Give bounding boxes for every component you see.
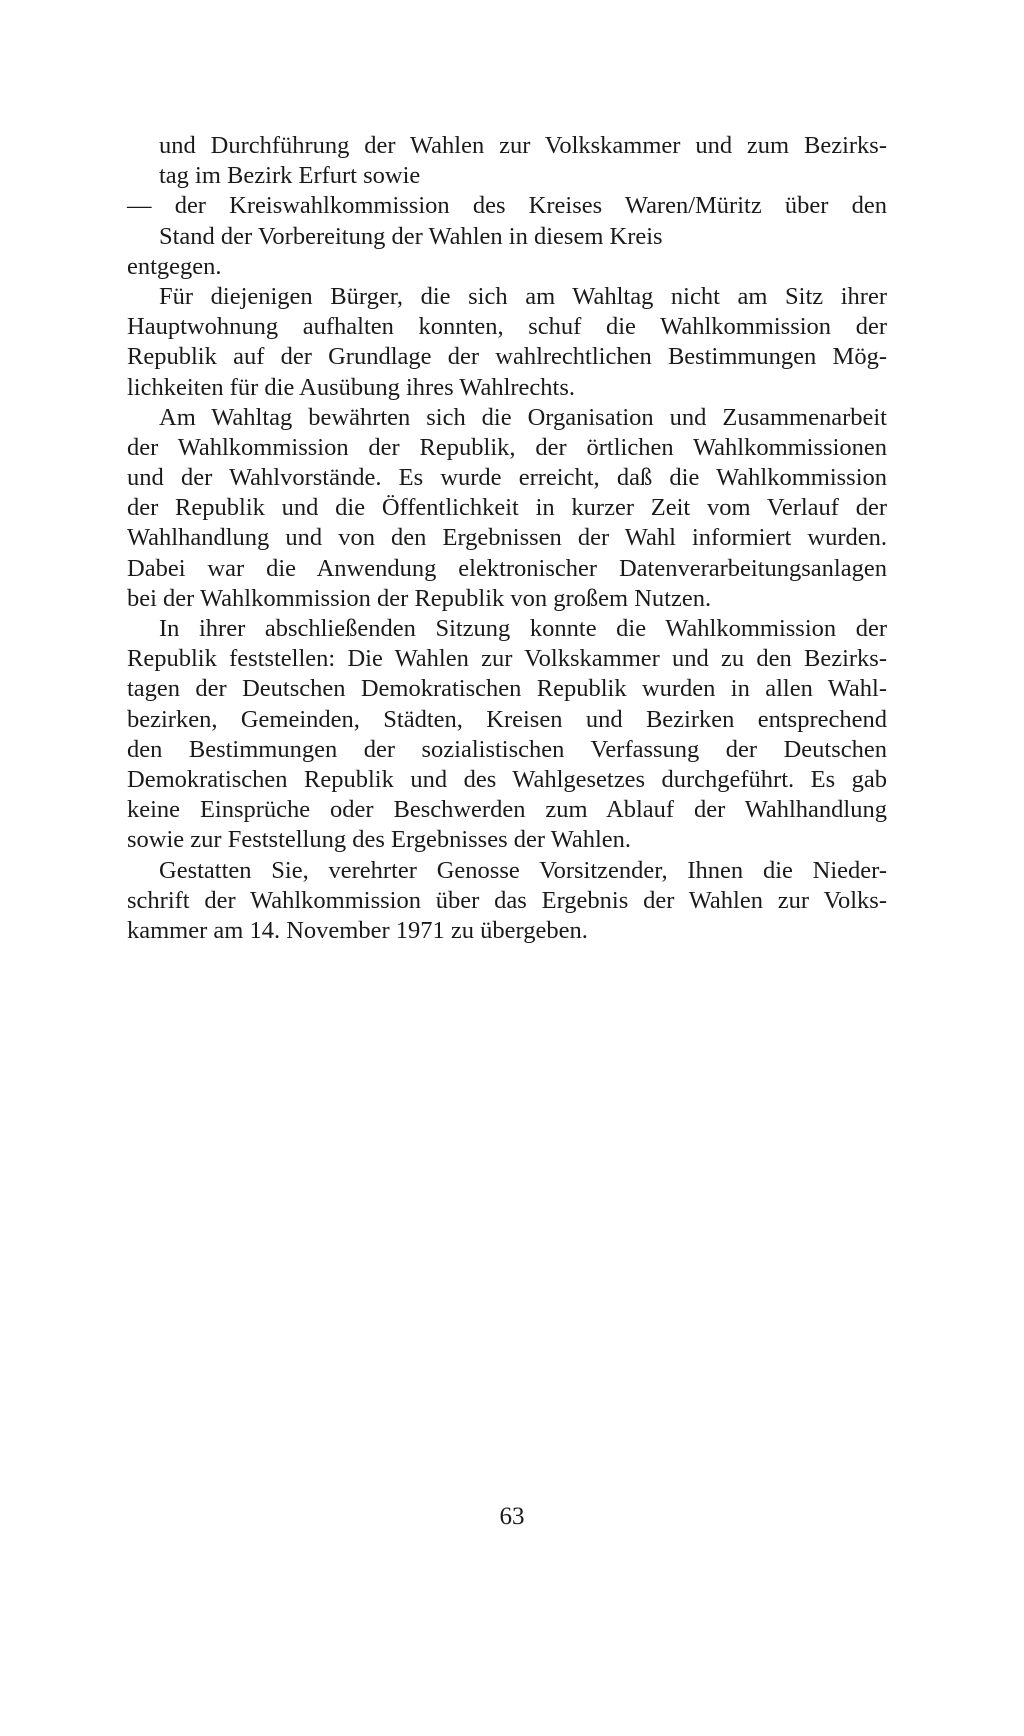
text-line: In ihrer abschließenden Sitzung konnte die Wahlkommission der: [159, 615, 887, 642]
text-line: Hauptwohnung aufhalten konnten, schuf die Wahlkommission der: [127, 313, 887, 341]
text-line: Stand der Vorbereitung der Wahlen in diesem Kreis: [159, 222, 663, 250]
text-line: Für diejenigen Bürger, die sich am Wahltag nicht am Sitz ihrer: [159, 282, 887, 310]
text-line: tagen der Deutschen Demokratischen Republik wurden in allen Wahl-: [127, 675, 887, 703]
text-line: den Bestimmungen der sozialistischen Verfassung der Deutschen: [127, 735, 887, 763]
text-line: und der Wahlvorstände. Es wurde erreicht, daß die Wahlkommission: [127, 464, 887, 492]
text-line: sowie zur Feststellung des Ergebnisses der Wahlen.: [127, 826, 632, 854]
text-line: Demokratischen Republik und des Wahlgesetzes durchgeführt. Es gab: [127, 765, 887, 793]
text-line: bezirken, Gemeinden, Städten, Kreisen und Bezirken entsprechend: [127, 705, 887, 733]
text-line: Gestatten Sie, verehrter Genosse Vorsitzender, Ihnen die Nieder-: [159, 856, 887, 884]
text-line: lichkeiten für die Ausübung ihres Wahlrechts.: [127, 373, 575, 401]
text-line: Am Wahltag bewährten sich die Organisation und Zusammenarbeit: [159, 403, 887, 431]
text-line: bei der Wahlkommission der Republik von großem Nutzen.: [127, 584, 712, 612]
text-line: Dabei war die Anwendung elektronischer Datenverarbeitungsanlagen: [127, 554, 887, 582]
text-line: Republik auf der Grundlage der wahlrechtlichen Bestimmungen Mög-: [127, 343, 887, 371]
text-line: Wahlhandlung und von den Ergebnissen der Wahl informiert wurden.: [127, 524, 887, 552]
text-line: und Durchführung der Wahlen zur Volkskammer und zum Bezirks-: [159, 132, 887, 159]
text-line: kammer am 14. November 1971 zu übergeben.: [127, 916, 588, 944]
page-number: 63: [499, 1503, 525, 1530]
text-line: entgegen.: [127, 252, 222, 280]
body-text: [127, 131, 887, 946]
text-line: tag im Bezirk Erfurt sowie: [159, 162, 421, 190]
text-line: keine Einsprüche oder Beschwerden zum Ablauf der Wahlhandlung: [127, 796, 887, 824]
text-line: der Wahlkommission der Republik, der örtlichen Wahlkommissionen: [127, 433, 887, 461]
text-line: der Republik und die Öffentlichkeit in kurzer Zeit vom Verlauf der: [127, 494, 887, 522]
text-line: schrift der Wahlkommission über das Ergebnis der Wahlen zur Volks-: [127, 886, 887, 914]
text-line: — der Kreiswahlkommission des Kreises Waren/Müritz über den: [127, 192, 887, 220]
text-line: Republik feststellen: Die Wahlen zur Volkskammer und zu den Bezirks-: [127, 645, 887, 673]
